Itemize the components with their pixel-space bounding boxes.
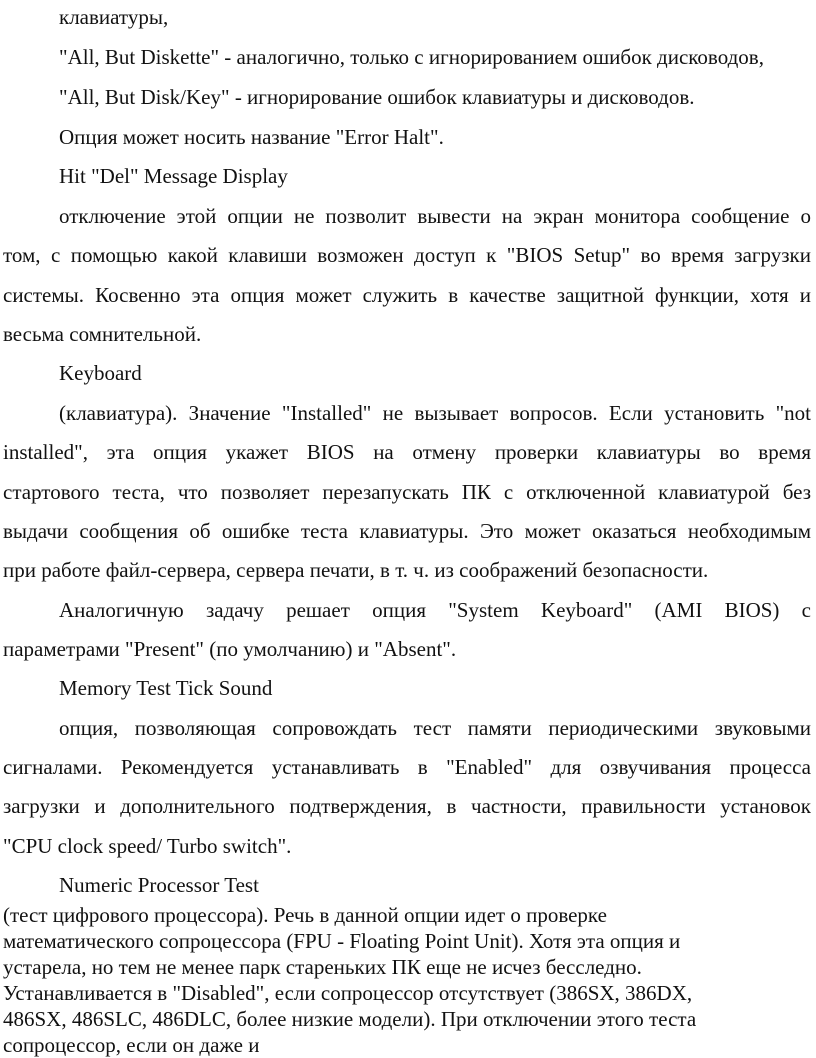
text-line: выдачи сообщения об ошибке теста клавиатуры. Это может оказаться необходимым: [3, 519, 811, 543]
text-line: весьма сомнительной.: [3, 322, 202, 346]
text-line: (тест цифрового процессора). Речь в данной опции идет о проверке: [3, 903, 607, 927]
text-line: 486SX, 486SLC, 486DLC, более низкие модели). При отключении этого теста: [3, 1007, 697, 1031]
text-line: сигналами. Рекомендуется устанавливать в "Enabled" для озвучивания процесса: [3, 755, 811, 779]
text-line: Hit "Del" Message Display: [59, 164, 288, 188]
text-line: Аналогичную задачу решает опция "System Keyboard" (AMI BIOS) с: [59, 598, 811, 622]
text-line: загрузки и дополнительного подтверждения, в частности, правильности установок: [3, 794, 811, 818]
text-line: отключение этой опции не позволит вывести на экран монитора сообщение о: [59, 204, 811, 228]
paragraph: [3, 902, 779, 1058]
text-line: опция, позволяющая сопровождать тест памяти периодическими звуковыми: [59, 716, 811, 740]
text-line: "All, But Disk/Key" - игнорирование ошибок клавиатуры и дисководов.: [59, 85, 695, 109]
text-line: математического сопроцессора (FPU - Floating Point Unit). Хотя эта опция и: [3, 929, 681, 953]
text-line: "All, But Diskette" - аналогично, только с игнорированием ошибок дисководов,: [59, 45, 764, 69]
text-line: клавиатуры,: [59, 5, 169, 29]
text-line: Keyboard: [59, 361, 142, 385]
text-line: "CPU clock speed/ Turbo switch".: [3, 834, 292, 858]
text-line: при работе файл-сервера, сервера печати, в т. ч. из соображений безопасности.: [3, 558, 709, 582]
text-line: Устанавливается в "Disabled", если сопроцессор отсутствует (386SX, 386DX,: [3, 981, 693, 1005]
text-line: стартового теста, что позволяет перезапускать ПК с отключенной клавиатурой без: [3, 480, 811, 504]
text-line: (клавиатура). Значение "Installed" не вызывает вопросов. Если установить "not: [59, 401, 811, 425]
text-line: устарела, но тем не менее парк стареньких ПК еще не исчез бесследно.: [3, 955, 642, 979]
text-line: Memory Test Tick Sound: [59, 676, 273, 700]
text-line: Numeric Processor Test: [59, 873, 259, 897]
text-line: installed", эта опция укажет BIOS на отмену проверки клавиатуры во время: [3, 440, 811, 464]
text-line: сопроцессор, если он даже и: [3, 1033, 260, 1057]
text-line: том, с помощью какой клавиши возможен доступ к "BIOS Setup" во время загрузки: [3, 243, 811, 267]
text-line: Опция может носить название "Error Halt".: [59, 125, 444, 149]
text-line: параметрами "Present" (по умолчанию) и "Absent".: [3, 637, 457, 661]
text-line: системы. Косвенно эта опция может служить в качестве защитной функции, хотя и: [3, 283, 811, 307]
